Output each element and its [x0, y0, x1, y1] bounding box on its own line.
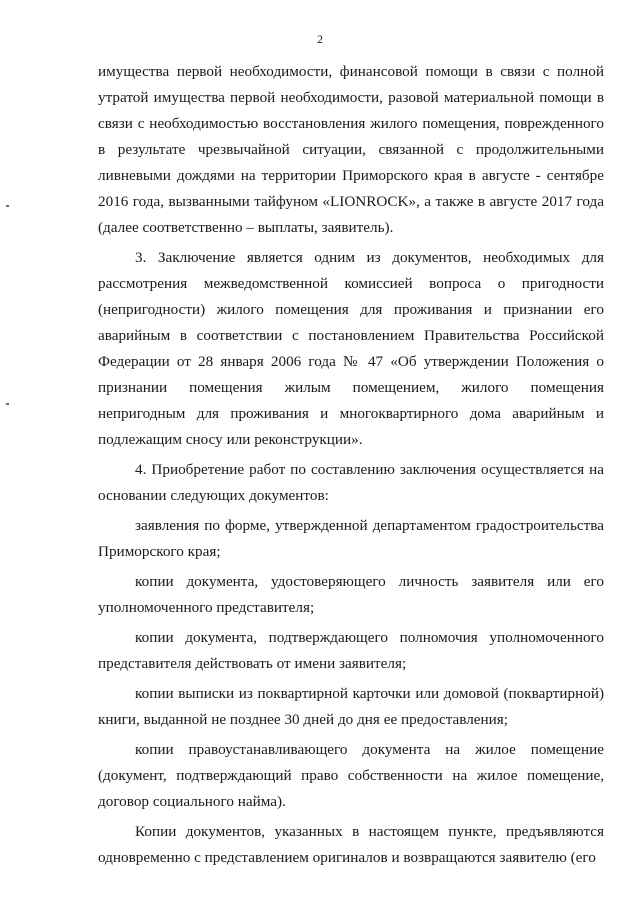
margin-mark — [6, 403, 9, 405]
page-number: 2 — [317, 32, 323, 46]
paragraph-item-4: 4. Приобретение работ по составлению заключения осуществляется на основании следующих документов: — [98, 461, 604, 504]
document-body — [98, 59, 604, 871]
paragraph-continuation: имущества первой необходимости, финансовой помощи в связи с полной утратой имущества первой необходимости, разовой материальной помощи в связи с необходимостью восстановления жилого помещения, поврежденного в результате чрезвычайной ситуации, связанной с продолжительными ливневыми дождями на территории Приморского края в августе - сентябре 2016 года, вызванными тайфуном «LIONROCK», а также в августе 2017 года (далее соответственно – выплаты, заявитель). — [98, 63, 604, 236]
paragraph-copies: Копии документов, указанных в настоящем пункте, предъявляются одновременно с представлением оригиналов и возвращаются заявителю (его — [98, 823, 604, 866]
paragraph-doc-title: копии правоустанавливающего документа на жилое помещение (документ, подтверждающий право собственности на жилое помещение, договор социального найма). — [98, 741, 604, 810]
paragraph-doc-extract: копии выписки из поквартирной карточки или домовой (поквартирной) книги, выданной не позднее 30 дней до дня ее предоставления; — [98, 685, 604, 728]
paragraph-doc-authority: копии документа, подтверждающего полномочия уполномоченного представителя действовать от имени заявителя; — [98, 629, 604, 672]
paragraph-doc-application: заявления по форме, утвержденной департаментом градостроительства Приморского края; — [98, 517, 604, 560]
paragraph-item-3: 3. Заключение является одним из документов, необходимых для рассмотрения межведомственной комиссией вопроса о пригодности (непригодности) жилого помещения для проживания и признании его аварийным в соответствии с постановлением Правительства Российской Федерации от 28 января 2006 года № 47 «Об утверждении Положения о признании помещения жилым помещением, жилого помещения непригодным для проживания и многоквартирного дома аварийным и подлежащим сносу или реконструкции». — [98, 249, 604, 448]
margin-mark — [6, 205, 9, 207]
paragraph-doc-identity: копии документа, удостоверяющего личность заявителя или его уполномоченного представителя; — [98, 573, 604, 616]
